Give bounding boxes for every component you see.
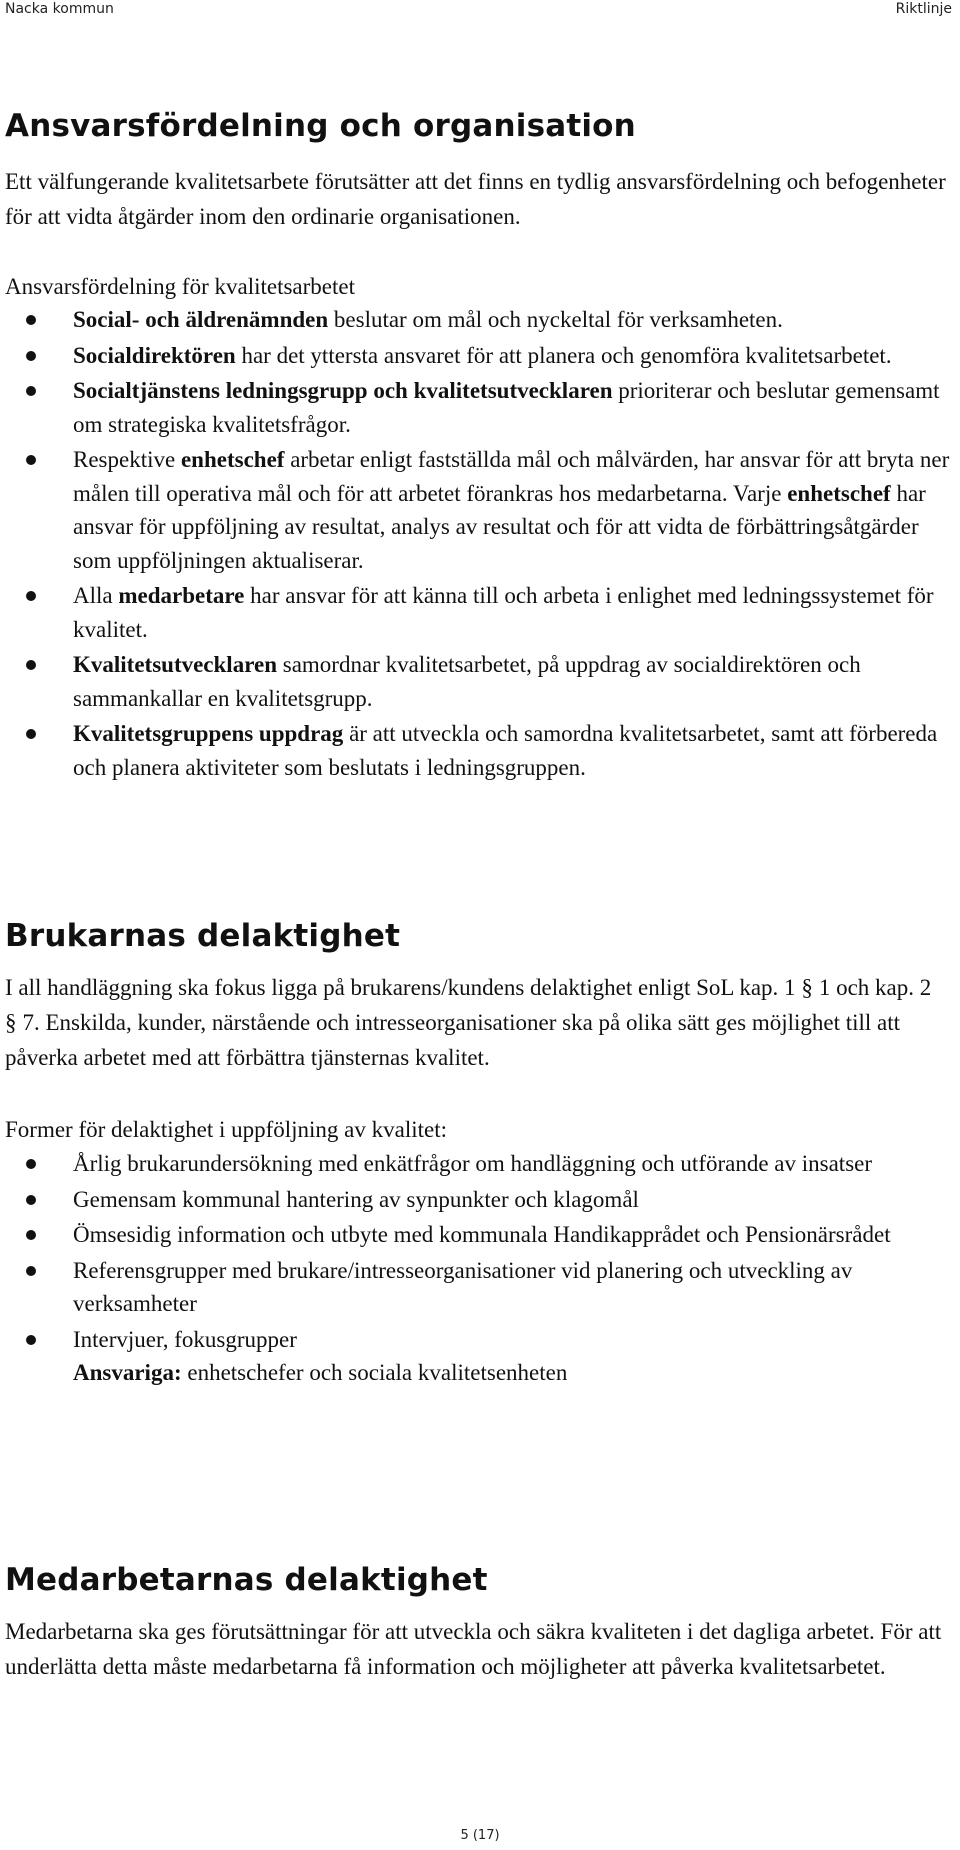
bullet-icon	[26, 1159, 36, 1169]
section2-intro-text	[5, 970, 952, 1075]
section1-list-heading: Ansvarsfördelning för kvalitetsarbetet	[5, 274, 355, 299]
item-text: har det yttersta ansvaret för att planera och genomföra kvalitetsarbetet.	[235, 342, 892, 368]
participation-forms-list	[5, 1147, 952, 1390]
item-bold: Social- och äldrenämnden	[73, 307, 329, 332]
item-text: har ansvar för att känna till och arbeta i enlighet med ledningssystemet för kvalitet.	[73, 583, 934, 642]
bullet-icon	[26, 660, 36, 670]
list-item	[5, 339, 952, 373]
list-item	[5, 717, 952, 784]
para-text: 7. Enskilda, kunder, närstående och intresseorganisationer ska på olika sätt ges möjlighet till att påverka arbetet med att förbättra tjänsternas kvalitet.	[5, 1010, 901, 1070]
item-bold: Socialdirektören	[73, 342, 236, 368]
section1-intro-text: Ett välfungerande kvalitetsarbete förutsätter att det finns en tydlig ansvarsfördelning och befogenheter för att vidta åtgärder inom den ordinarie organisationen.	[5, 169, 946, 229]
list-item	[5, 374, 952, 441]
item-text: har ansvar för uppföljning av resultat, analys av resultat och för att vidta de förbättringsåtgärder som uppföljningen aktualiserar.	[73, 480, 926, 573]
responsibility-list	[5, 303, 952, 784]
page-header	[0, 0, 960, 20]
section2-list-heading: Former för delaktighet i uppföljning av kvalitet:	[5, 1117, 448, 1142]
para-text: 1 och kap. 2	[818, 975, 932, 1000]
list-item	[5, 579, 952, 646]
item-text: arbetar enligt fastställda mål och målvärden, har ansvar för att bryta ner målen till operativa mål och för att arbetet förankras hos medarbetarna. Varje	[73, 447, 950, 506]
list-item	[5, 1183, 952, 1217]
header-organization: Nacka kommun	[5, 1, 114, 17]
section-symbol: §	[801, 975, 813, 1000]
list-item	[5, 1147, 952, 1181]
list-item	[5, 1323, 952, 1390]
section1-intro	[5, 164, 952, 234]
bullet-icon	[26, 315, 36, 325]
section-title-user-participation: Brukarnas delaktighet	[5, 918, 401, 954]
bullet-icon	[26, 1230, 36, 1240]
para-text: I all handläggning ska fokus ligga på brukarens/kundens delaktighet enligt SoL kap. 1	[5, 975, 796, 1000]
item-bold: Kvalitetsgruppens uppdrag	[73, 721, 344, 746]
bullet-icon	[26, 1266, 36, 1276]
item-bold: Kvalitetsutvecklaren	[73, 652, 277, 677]
item-text: Ömsesidig information och utbyte med kommunala Handikapprådet och Pensionärsrådet	[73, 1222, 891, 1247]
item-text: Gemensam kommunal hantering av synpunkter och klagomål	[73, 1186, 639, 1212]
item-bold: medarbetare	[118, 583, 245, 608]
bullet-icon	[26, 386, 36, 396]
list-item	[5, 303, 952, 337]
section-symbol: §	[5, 1010, 17, 1035]
list-item	[5, 1254, 952, 1321]
item-bold: enhetschef	[180, 447, 285, 472]
header-document-type: Riktlinje	[895, 1, 952, 17]
bullet-icon	[26, 351, 36, 361]
item-text: prioriterar och beslutar gemensamt om strategiska kvalitetsfrågor.	[73, 378, 940, 437]
item-pre: Alla	[73, 583, 119, 608]
section-title-responsibility: Ansvarsfördelning och organisation	[5, 108, 636, 144]
item-bold: enhetschef	[787, 480, 891, 506]
section3-body	[5, 1614, 952, 1684]
bullet-icon	[26, 591, 36, 601]
bullet-icon	[26, 729, 36, 739]
bullet-icon	[26, 1195, 36, 1205]
page-number: 5 (17)	[460, 1828, 500, 1843]
item-text: beslutar om mål och nyckeltal för verksamheten.	[328, 307, 783, 332]
section2-list-block	[5, 1113, 952, 1390]
item-text: Årlig brukarundersökning med enkätfrågor om handläggning och utförande av insatser	[73, 1151, 873, 1176]
item-text: är att utveckla och samordna kvalitetsarbetet, samt att förbereda och planera aktiviteter som beslutats i ledningsgruppen.	[73, 721, 938, 780]
section2-intro	[5, 970, 952, 1075]
item-text: samordnar kvalitetsarbetet, på uppdrag av socialdirektören och sammankallar en kvalitetsgrupp.	[73, 652, 861, 711]
bullet-icon	[26, 1335, 36, 1345]
item-text: Referensgrupper med brukare/intresseorganisationer vid planering och utveckling av verksamheter	[73, 1257, 853, 1316]
list-item	[5, 1218, 952, 1252]
list-item	[5, 443, 952, 577]
list-item	[5, 648, 952, 715]
section1-list-block	[5, 271, 952, 784]
item-pre: Respektive	[73, 447, 181, 472]
section-title-staff-participation: Medarbetarnas delaktighet	[5, 1562, 488, 1598]
responsible-text: enhetschefer och sociala kvalitetsenheten	[181, 1360, 568, 1385]
responsible-label: Ansvariga:	[73, 1360, 182, 1385]
item-text: Intervjuer, fokusgrupper	[73, 1326, 297, 1352]
item-bold: Socialtjänstens ledningsgrupp och kvalitetsutvecklaren	[73, 378, 613, 403]
bullet-icon	[26, 455, 36, 465]
section3-text: Medarbetarna ska ges förutsättningar för att utveckla och säkra kvaliteten i det dagliga arbetet. För att underlätta detta måste medarbetarna få information och möjligheter att påverka kvalitetsarbetet.	[5, 1619, 942, 1679]
